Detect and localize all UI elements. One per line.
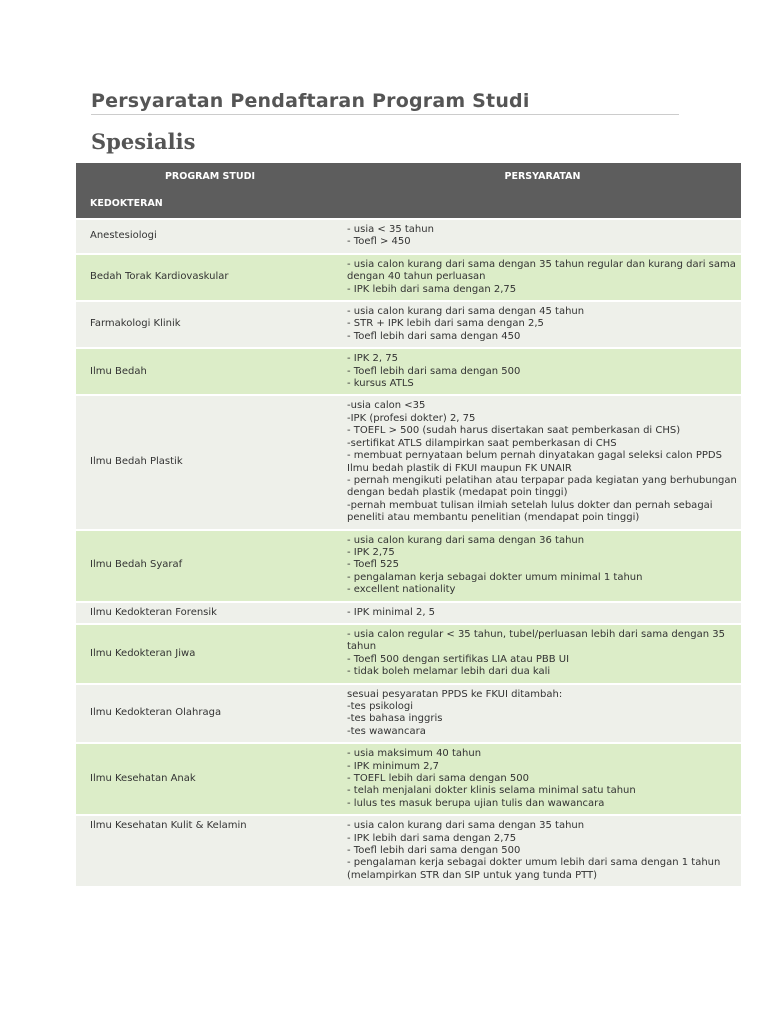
program-requirements: - usia calon kurang dari sama dengan 36 tahun - IPK 2,75 - Toefl 525 - pengalaman kerja sebagai dokter umum minimal 1 tahun - excellent nationality [344, 530, 741, 602]
program-name: Ilmu Bedah [76, 348, 344, 395]
program-requirements: - usia < 35 tahun - Toefl > 450 [344, 219, 741, 254]
table-row [76, 348, 741, 395]
program-name: Anestesiologi [76, 219, 344, 254]
table-header-row [76, 163, 741, 191]
table-row [76, 301, 741, 348]
table-row [76, 815, 741, 887]
section-title: Spesialis [91, 129, 196, 154]
group-header-row [76, 191, 741, 219]
program-name: Ilmu Kedokteran Olahraga [76, 684, 344, 744]
table-row [76, 743, 741, 815]
table-row [76, 602, 741, 624]
program-name: Ilmu Bedah Plastik [76, 395, 344, 529]
program-requirements: - usia calon kurang dari sama dengan 35 tahun - IPK lebih dari sama dengan 2,75 - Toefl lebih dari sama dengan 500 - pengalaman kerja sebagai dokter umum lebih dari sama dengan 1 tahun (melampirkan STR dan SIP untuk yang tunda PTT) [344, 815, 741, 887]
program-requirements: sesuai pesyaratan PPDS ke FKUI ditambah: -tes psikologi -tes bahasa inggris -tes wawancara [344, 684, 741, 744]
table-row [76, 530, 741, 602]
table-row [76, 219, 741, 254]
program-name: Ilmu Kedokteran Forensik [76, 602, 344, 624]
group-label: KEDOKTERAN [76, 191, 741, 219]
program-name: Ilmu Kedokteran Jiwa [76, 624, 344, 684]
program-requirements: - IPK 2, 75 - Toefl lebih dari sama dengan 500 - kursus ATLS [344, 348, 741, 395]
program-name: Farmakologi Klinik [76, 301, 344, 348]
program-requirements: - IPK minimal 2, 5 [344, 602, 741, 624]
program-requirements: - usia calon kurang dari sama dengan 35 tahun regular dan kurang dari sama dengan 40 tahun perluasan - IPK lebih dari sama dengan 2,75 [344, 254, 741, 301]
program-requirements: -usia calon <35 -IPK (profesi dokter) 2, 75 - TOEFL > 500 (sudah harus disertakan saat pemberkasan di CHS) -sertifikat ATLS dilampirkan saat pemberkasan di CHS - membuat pernyataan belum pernah dinyatakan gagal seleksi calon PPDS Ilmu bedah plastik di FKUI maupun FK UNAIR - pernah mengikuti pelatihan atau terpapar pada kegiatan yang berhubungan dengan bedah plastik (medapat poin tinggi) -pernah membuat tulisan ilmiah setelah lulus dokter dan pernah sebagai peneliti atau membantu penelitian (mendapat poin tinggi) [344, 395, 741, 529]
column-header-requirements: PERSYARATAN [344, 163, 741, 191]
table-row [76, 395, 741, 529]
program-requirements: - usia calon kurang dari sama dengan 45 tahun - STR + IPK lebih dari sama dengan 2,5 - Toefl lebih dari sama dengan 450 [344, 301, 741, 348]
table-row [76, 624, 741, 684]
requirements-table [76, 163, 741, 888]
program-name: Ilmu Bedah Syaraf [76, 530, 344, 602]
program-name: Bedah Torak Kardiovaskular [76, 254, 344, 301]
column-header-program: PROGRAM STUDI [76, 163, 344, 191]
program-name: Ilmu Kesehatan Kulit & Kelamin [76, 815, 344, 887]
table-row [76, 684, 741, 744]
program-name: Ilmu Kesehatan Anak [76, 743, 344, 815]
table-row [76, 254, 741, 301]
page-title: Persyaratan Pendaftaran Program Studi [91, 90, 679, 115]
program-requirements: - usia maksimum 40 tahun - IPK minimum 2,7 - TOEFL lebih dari sama dengan 500 - telah menjalani dokter klinis selama minimal satu tahun - lulus tes masuk berupa ujian tulis dan wawancara [344, 743, 741, 815]
program-requirements: - usia calon regular < 35 tahun, tubel/perluasan lebih dari sama dengan 35 tahun - Toefl 500 dengan sertifikas LIA atau PBB UI - tidak boleh melamar lebih dari dua kali [344, 624, 741, 684]
